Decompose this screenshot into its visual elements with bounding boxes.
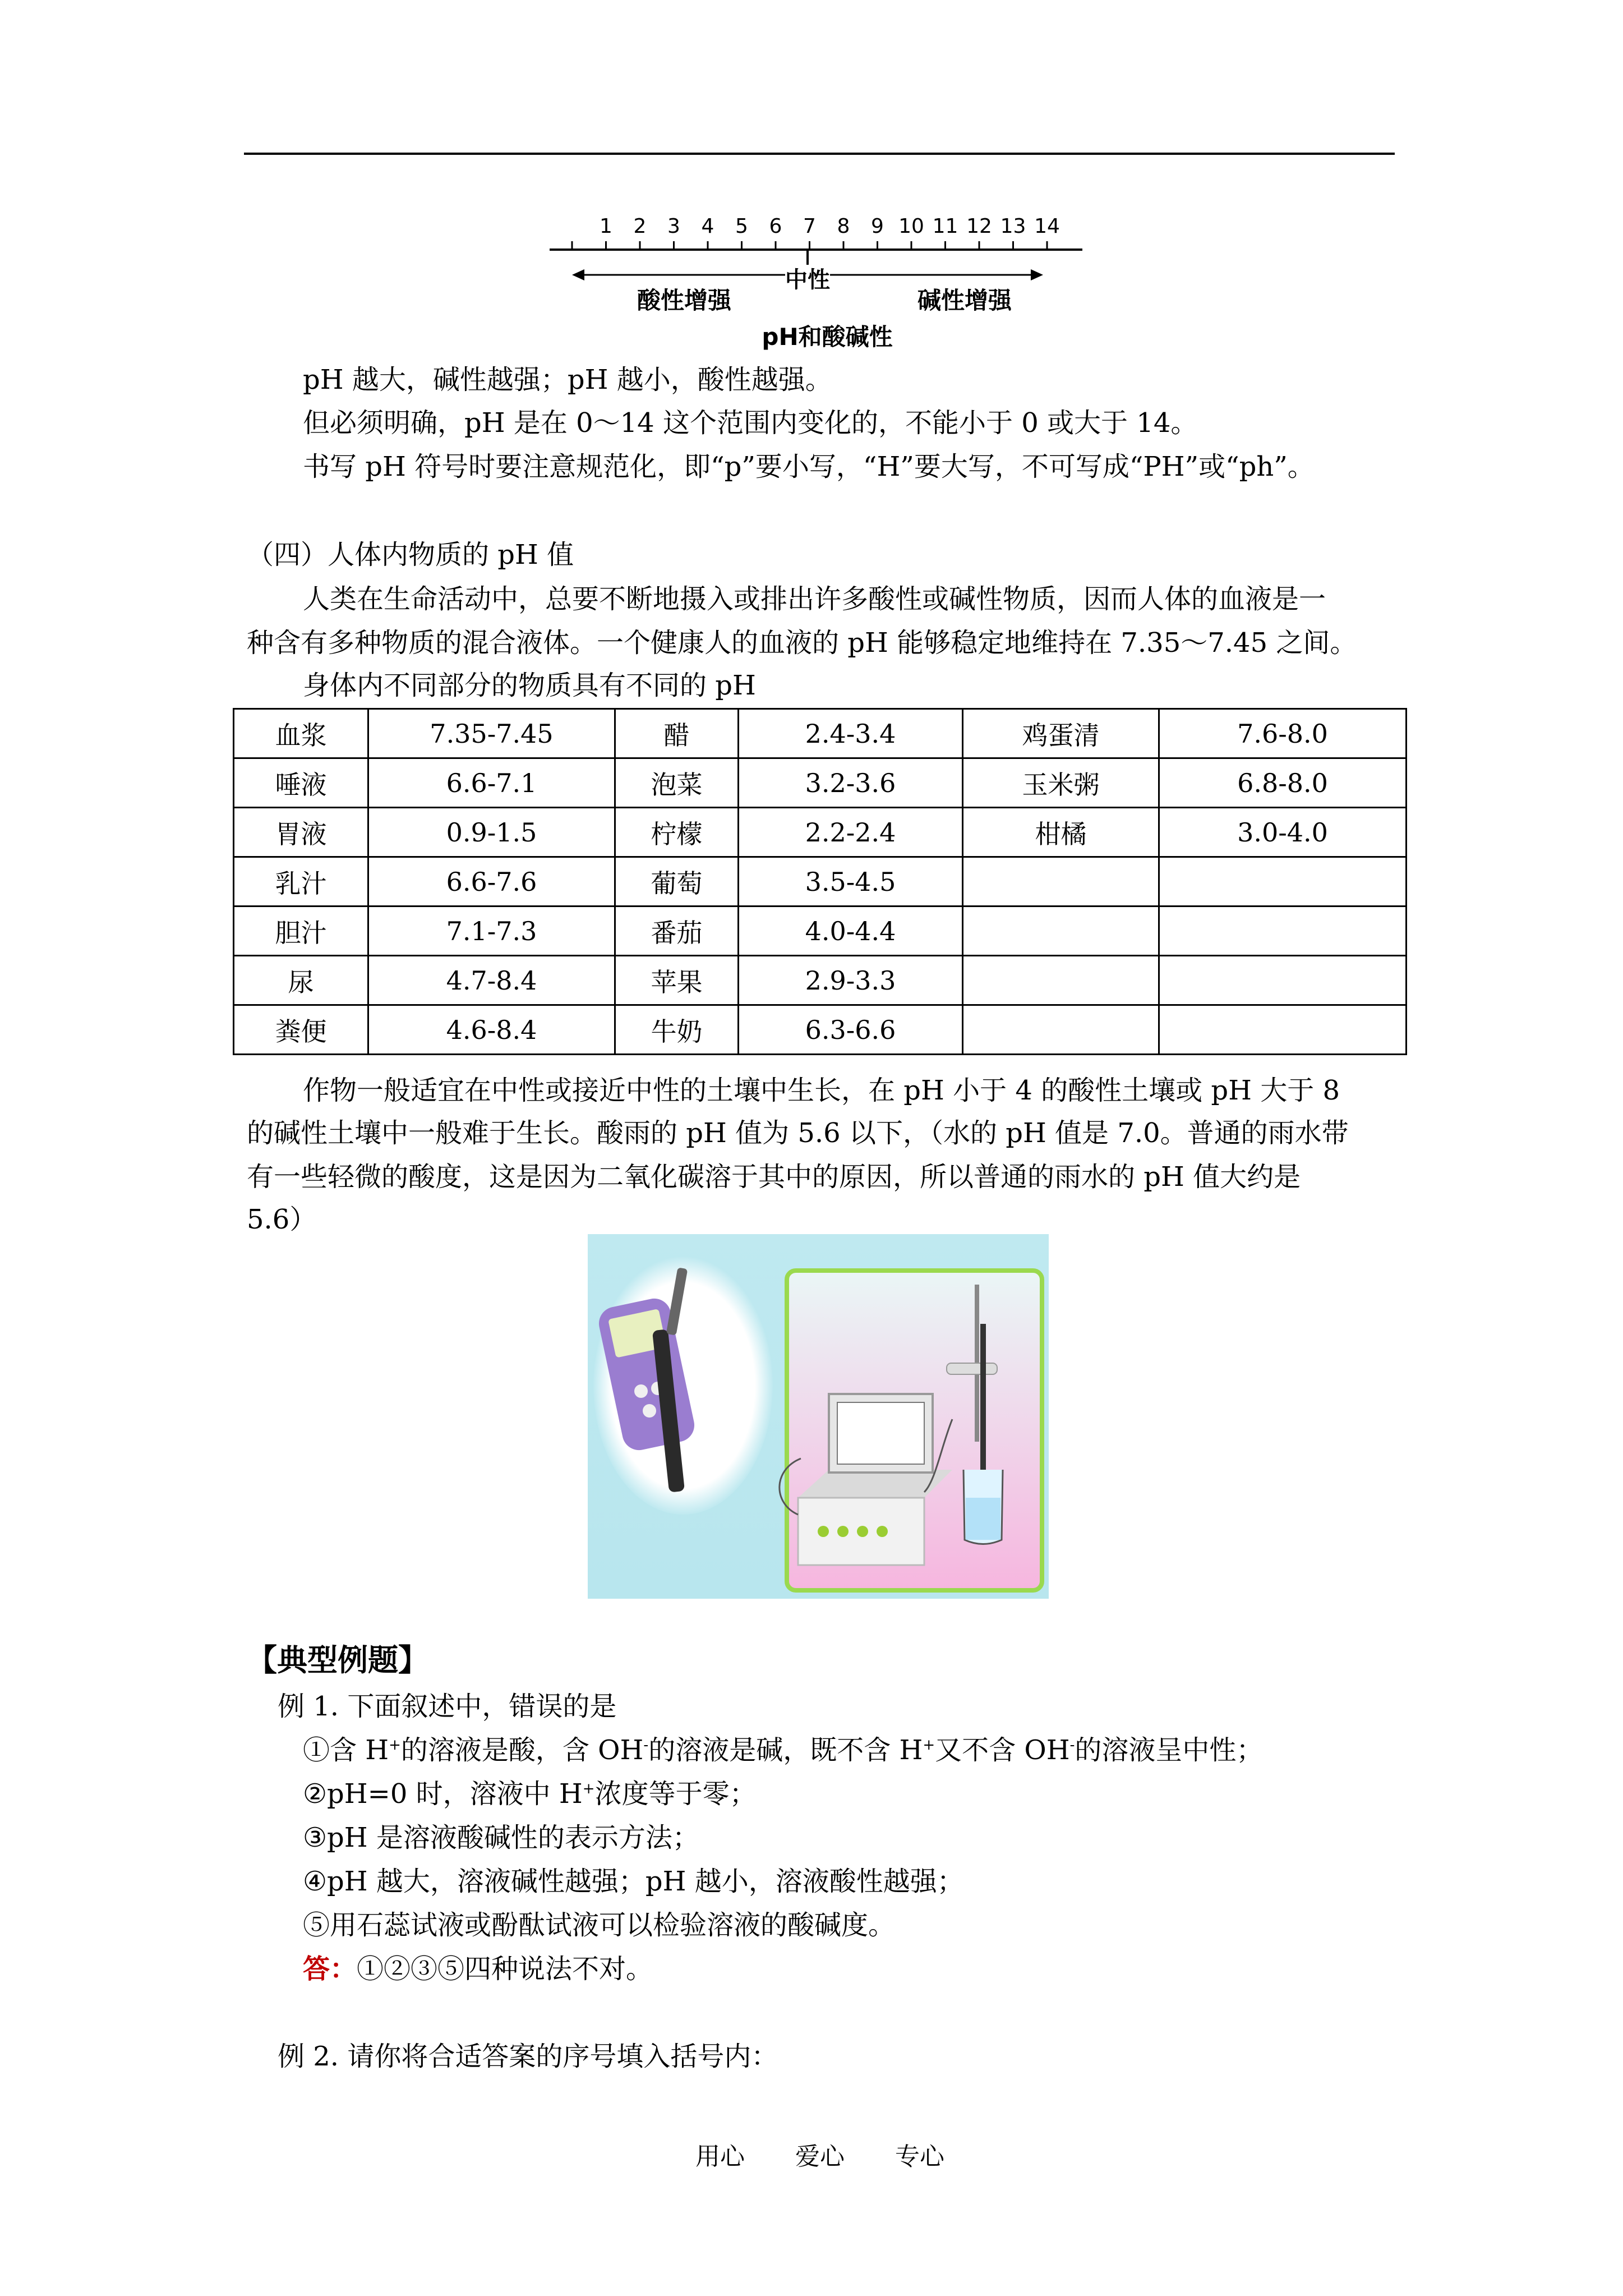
substance-cell [963, 956, 1159, 1005]
ph-value-cell: 4.7-8.4 [368, 956, 615, 1005]
ph-value-cell [1159, 907, 1407, 956]
substance-cell [963, 1005, 1159, 1055]
ph-tick-label: 1 [600, 215, 612, 238]
table-row [234, 709, 1407, 758]
example-1-option-3: ③pH 是溶液酸碱性的表示方法； [303, 1822, 699, 1853]
ph-tick-label: 9 [871, 215, 884, 238]
ph-value-cell [1159, 1005, 1407, 1055]
substance-cell: 粪便 [234, 1005, 368, 1055]
neutral-label: 中性 [785, 267, 830, 293]
ph-scale-caption: pH和酸碱性 [762, 323, 893, 351]
header-rule [244, 153, 1395, 155]
substance-cell: 泡菜 [615, 758, 739, 808]
ph-tick-label: 12 [966, 215, 992, 238]
example-1-answer [303, 1951, 653, 1987]
ph-range-text: 但必须明确，pH 是在 0～14 这个范围内变化的，不能小于 0 或大于 14。 [303, 407, 1198, 439]
examples-heading: 【典型例题】 [247, 1642, 428, 1678]
body-paragraph-line: 作物一般适宜在中性或接近中性的土壤中生长，在 pH 小于 4 的酸性土壤或 pH 大于 8 [303, 1075, 1340, 1106]
ph-scale-figure [538, 202, 1088, 353]
table-row [234, 857, 1407, 907]
ph-rule-text: pH 越大，碱性越强；pH 越小，酸性越强。 [303, 364, 832, 395]
ph-value-cell: 0.9-1.5 [368, 808, 615, 857]
example-1-option-1: ①含 H+的溶液是酸，含 OH-的溶液是碱，既不含 H+又不含 OH-的溶液呈中性； [303, 1734, 1264, 1766]
footer-word: 爱心 [795, 2142, 845, 2171]
ph-value-cell: 7.35-7.45 [368, 709, 615, 758]
body-paragraph-line: 5.6） [247, 1204, 317, 1235]
example-1-option-4: ④pH 越大，溶液碱性越强；pH 越小，溶液酸性越强； [303, 1866, 964, 1897]
substance-cell [963, 907, 1159, 956]
table-intro: 身体内不同部分的物质具有不同的 pH [303, 670, 756, 701]
ph-value-cell: 2.9-3.3 [739, 956, 963, 1005]
substance-cell: 牛奶 [615, 1005, 739, 1055]
substance-cell: 番茄 [615, 907, 739, 956]
substance-cell: 鸡蛋清 [963, 709, 1159, 758]
example-1-option-2: ②pH=0 时，溶液中 H+浓度等于零； [303, 1778, 757, 1810]
ph-values-table [233, 708, 1407, 1055]
ph-tick-label: 8 [837, 215, 850, 238]
ph-value-cell: 6.3-6.6 [739, 1005, 963, 1055]
base-label: 碱性增强 [917, 287, 1012, 314]
ph-value-cell: 6.8-8.0 [1159, 758, 1407, 808]
acid-arrow-head [572, 269, 584, 280]
example-2-title: 例 2. 请你将合适答案的序号填入括号内： [278, 2041, 778, 2072]
ph-value-cell [1159, 857, 1407, 907]
answer-label: 答： [303, 1953, 357, 1985]
answer-text: ①②③⑤四种说法不对。 [357, 1953, 653, 1985]
substance-cell: 胃液 [234, 808, 368, 857]
ph-tick-label: 4 [701, 215, 714, 238]
ph-value-cell: 3.0-4.0 [1159, 808, 1407, 857]
ph-value-cell: 3.2-3.6 [739, 758, 963, 808]
ph-tick-label: 11 [932, 215, 958, 238]
ph-value-cell [1159, 956, 1407, 1005]
substance-cell: 胆汁 [234, 907, 368, 956]
ph-notation-text: 书写 pH 符号时要注意规范化，即“p”要小写，“H”要大写，不可写成“PH”或“ph”。 [303, 451, 1315, 482]
ph-scale-ticks [572, 215, 1060, 250]
body-paragraph-line: 的碱性土壤中一般难于生长。酸雨的 pH 值为 5.6 以下，（水的 pH 值是 7.0。普通的雨水带 [247, 1117, 1349, 1149]
body-paragraph-line: 人类在生命活动中，总要不断地摄入或排出许多酸性或碱性物质，因而人体的血液是一 [303, 583, 1326, 615]
ph-tick-label: 14 [1034, 215, 1060, 238]
example-1-title: 例 1. 下面叙述中，错误的是 [278, 1691, 617, 1722]
ph-value-cell: 7.6-8.0 [1159, 709, 1407, 758]
ph-value-cell: 2.4-3.4 [739, 709, 963, 758]
substance-cell: 玉米粥 [963, 758, 1159, 808]
section-heading: （四）人体内物质的 pH 值 [247, 539, 574, 570]
ph-value-cell: 3.5-4.5 [739, 857, 963, 907]
ph-value-cell: 6.6-7.6 [368, 857, 615, 907]
ph-value-cell: 4.6-8.4 [368, 1005, 615, 1055]
table-row [234, 758, 1407, 808]
ph-tick-label: 5 [735, 215, 748, 238]
substance-cell: 柠檬 [615, 808, 739, 857]
ph-tick-label: 6 [769, 215, 782, 238]
table-row [234, 907, 1407, 956]
acid-label: 酸性增强 [637, 287, 732, 314]
substance-cell: 柑橘 [963, 808, 1159, 857]
body-paragraph-line: 种含有多种物质的混合液体。一个健康人的血液的 pH 能够稳定地维持在 7.35～7.45 之间。 [247, 627, 1357, 659]
ph-value-cell: 4.0-4.4 [739, 907, 963, 956]
ph-tick-label: 10 [898, 215, 924, 238]
base-arrow-head [1031, 269, 1043, 280]
ph-tick-label: 13 [1000, 215, 1026, 238]
substance-cell: 苹果 [615, 956, 739, 1005]
substance-cell: 葡萄 [615, 857, 739, 907]
substance-cell: 醋 [615, 709, 739, 758]
substance-cell: 尿 [234, 956, 368, 1005]
footer-word: 专心 [895, 2142, 944, 2171]
substance-cell [963, 857, 1159, 907]
ph-tick-label: 2 [633, 215, 647, 238]
table-row [234, 1005, 1407, 1055]
substance-cell: 乳汁 [234, 857, 368, 907]
ph-tick-label: 3 [667, 215, 680, 238]
table-row [234, 956, 1407, 1005]
substance-cell: 唾液 [234, 758, 368, 808]
footer-word: 用心 [695, 2142, 745, 2171]
ph-tick-label: 7 [803, 215, 816, 238]
ph-value-cell: 7.1-7.3 [368, 907, 615, 956]
substance-cell: 血浆 [234, 709, 368, 758]
body-paragraph-line: 有一些轻微的酸度，这是因为二氧化碳溶于其中的原因，所以普通的雨水的 pH 值大约是 [247, 1161, 1301, 1193]
example-1-option-5: ⑤用石蕊试液或酚酞试液可以检验溶液的酸碱度。 [303, 1910, 896, 1941]
ph-value-cell: 2.2-2.4 [739, 808, 963, 857]
ph-meter-photo [588, 1234, 1049, 1599]
ph-value-cell: 6.6-7.1 [368, 758, 615, 808]
table-row [234, 808, 1407, 857]
